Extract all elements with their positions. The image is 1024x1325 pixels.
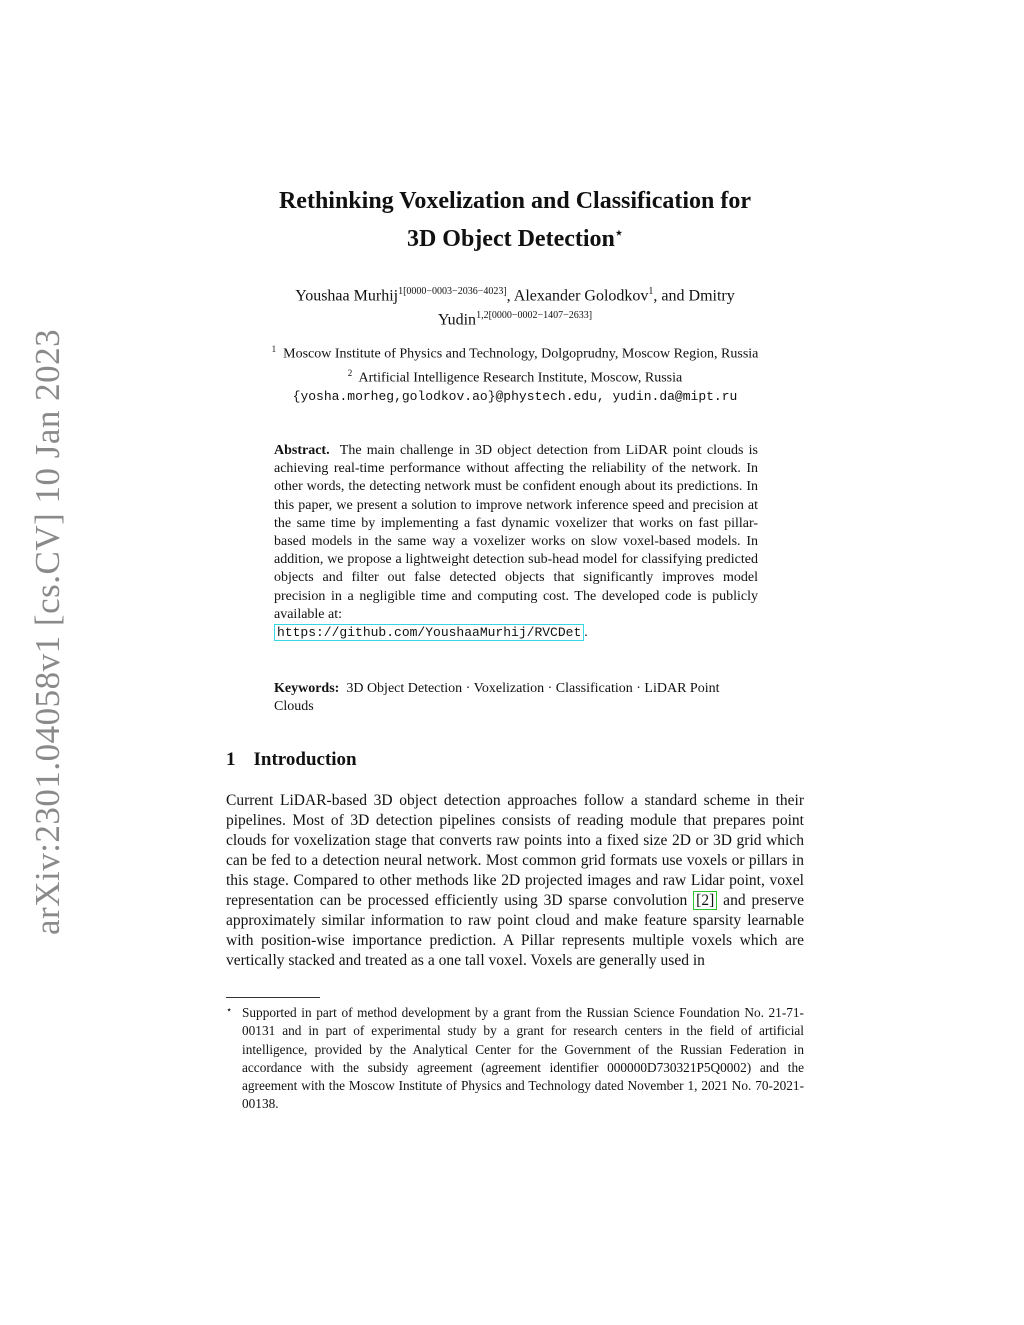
intro-text-part-1: Current LiDAR-based 3D object detection approaches follow a standard scheme in their pipelines. Most of 3D detection pipelines consists of reading module that prepares point clouds for voxelization stage that converts raw points into a fixed size 2D or 3D grid which can be fed to a detection neural network. Most common grid formats use voxels or pillars in this stage. Compared to other methods like 2D projected images and raw Lidar point, voxel representation can be processed efficiently using 3D sparse convolution [226,792,804,909]
section-title: Introduction [253,749,357,770]
title-footnote-mark[interactable]: ⋆ [614,225,624,240]
abstract [274,442,758,642]
keywords [274,680,758,716]
affiliation-1 [200,340,830,364]
paper-title [180,186,850,255]
affiliation-2 [200,364,830,388]
affiliations [200,340,830,407]
abstract-end-period: . [584,625,588,641]
title-line-2-text: 3D Object Detection [406,226,615,252]
footnote [226,1004,804,1114]
affiliation-2-mark: 2 [347,368,353,379]
footnote-text: Supported in part of method development by a grant from the Russian Science Foundation No. 21-71-00131 and in part of experimental study by a grant for research centers in the field of artificial intelligence, provided by the Analytical Center for the Government of the Russian Federation in accordance with the subsidy agreement (agreement identifier 000000D730321P5Q0002) and the agreement with the Moscow Institute of Physics and Technology dated November 1, 2021 No. 70-2021-00138. [242,1005,804,1112]
author-emails: {yosha.morheg,golodkov.ao}@phystech.edu, yudin.da@mipt.ru [292,389,738,405]
abstract-label: Abstract. [274,443,330,458]
code-repository-link[interactable]: https://github.com/YoushaaMurhij/RVCDet [274,624,584,641]
affiliation-1-mark: 1 [271,344,277,354]
arxiv-identifier-stamp[interactable]: arXiv:2301.04058v1 [cs.CV] 10 Jan 2023 [28,328,67,935]
footnote-divider [226,997,320,998]
citation-link[interactable]: [2] [693,891,717,910]
affiliation-2-text: Artificial Intelligence Research Institute, Moscow, Russia [358,370,683,386]
keywords-text: 3D Object Detection · Voxelization · Classification · LiDAR Point Clouds [274,681,720,715]
author-list [220,282,810,331]
author-2-sup: 1 [648,286,654,297]
author-1-sup[interactable]: 1[0000−0003−2036−4023] [398,286,507,297]
author-1: Youshaa Murhij [295,287,399,305]
author-2: , Alexander Golodkov [506,287,649,305]
author-3: , and Dmitry Yudin [437,287,735,329]
author-3-sup[interactable]: 1,2[0000−0002−1407−2633] [476,310,593,322]
section-number: 1 [226,749,236,770]
footnote-mark: ⋆ [226,1005,233,1016]
keywords-label: Keywords: [274,681,340,696]
title-line-2 [180,217,850,255]
introduction-paragraph [226,791,804,971]
section-heading-introduction [226,749,357,771]
abstract-text: The main challenge in 3D object detection from LiDAR point clouds is achieving real-time performance without affecting the reliability of the network. In other words, the detecting network must be confident enough about its predictions. In this paper, we present a solution to improve network inference speed and precision at the same time by implementing a fast dynamic voxelizer that works on fast pillar-based models in the same way a voxelizer works on slow voxel-based models. In addition, we propose a lightweight detection sub-head model for classifying predicted objects and filter out false detected objects that significantly improves model precision in a negligible time and computing cost. The developed code is publicly available at: [274,443,758,622]
intro-text-part-2: and preserve approximately similar information to raw point cloud and make feature sparsity learnable with position-wise importance prediction. A Pillar represents multiple voxels which are vertically stacked and treated as a one tall voxel. Voxels are generally used in [226,892,804,969]
affiliation-1-text: Moscow Institute of Physics and Technology, Dolgoprudny, Moscow Region, Russia [283,346,759,362]
title-line-1: Rethinking Voxelization and Classification for [278,188,752,214]
